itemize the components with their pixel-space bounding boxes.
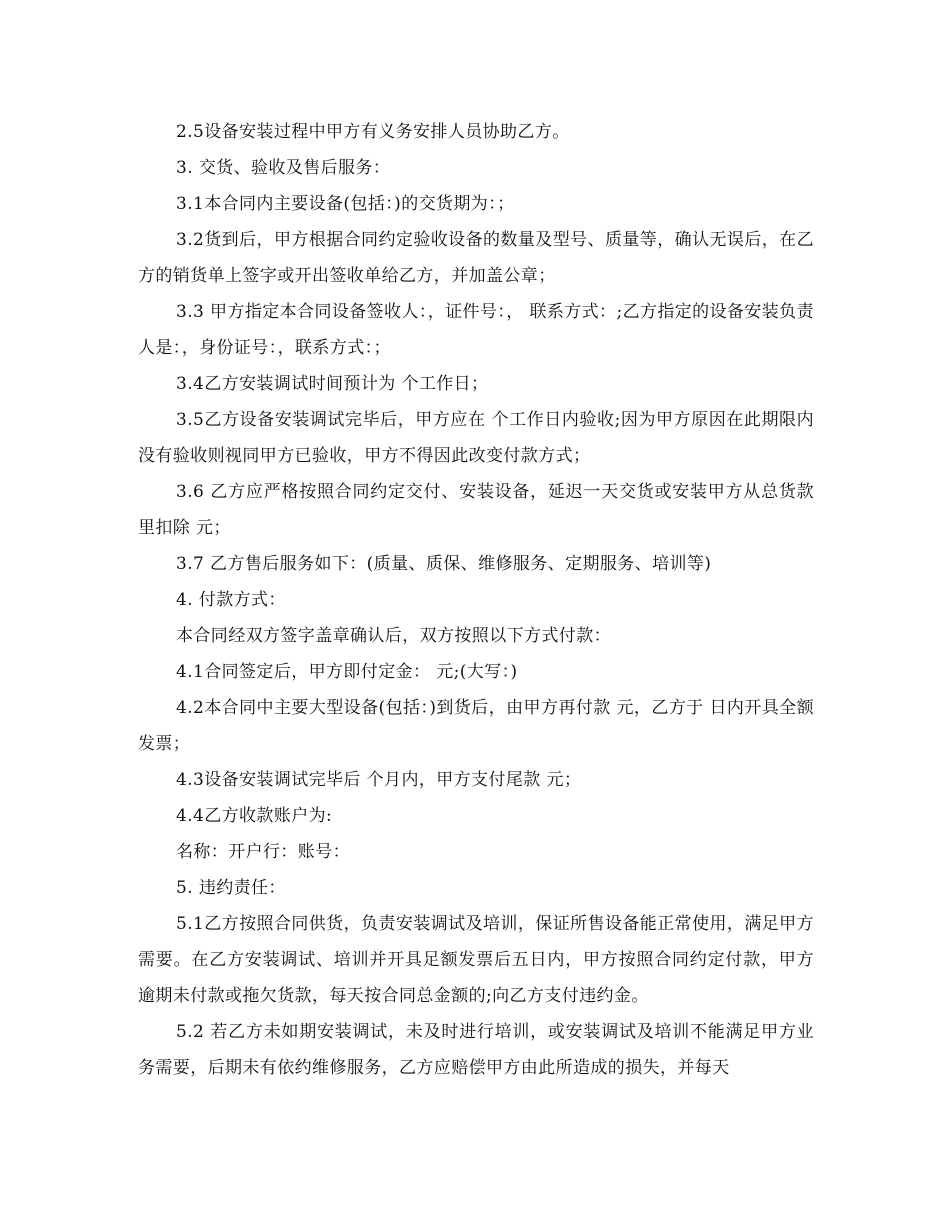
section-5-heading: 5. 违约责任： [176, 878, 286, 898]
clause-5-2: 5.2 若乙方未如期安装调试，未及时进行培训，或安装调试及培训不能满足甲方业务需要，后期未有依约维修服务，乙方应赔偿甲方由此所造成的损失，并每天 [138, 1022, 814, 1078]
clause-3-6: 3.6 乙方应严格按照合同约定交付、安装设备，延迟一天交货或安装甲方从总货款里扣除 元； [138, 482, 814, 538]
document-body [138, 114, 814, 1086]
clause-5-1: 5.1乙方按照合同供货，负责安装调试及培训，保证所售设备能正常使用，满足甲方需要。在乙方安装调试、培训并开具足额发票后五日内，甲方按照合同约定付款，甲方逾期未付款或拖欠货款，每天按合同总金额的;向乙方支付违约金。 [138, 914, 814, 1006]
clause-4-1: 4.1合同签定后，甲方即付定金： 元;(大写：) [176, 662, 518, 682]
account-details: 名称：开户行：账号： [176, 842, 350, 862]
section-4-heading: 4. 付款方式： [176, 590, 286, 610]
clause-3-1: 3.1本合同内主要设备(包括：)的交货期为：； [176, 194, 515, 214]
clause-3-3: 3.3 甲方指定本合同设备签收人：，证件号：， 联系方式：;乙方指定的设备安装负责人是：，身份证号：，联系方式：； [138, 302, 814, 358]
clause-4-4: 4.4乙方收款账户为: [176, 806, 333, 826]
clause-2-5: 2.5设备安装过程中甲方有义务安排人员协助乙方。 [176, 122, 570, 142]
clause-3-7: 3.7 乙方售后服务如下：(质量、质保、维修服务、定期服务、培训等) [176, 554, 712, 574]
clause-4-3: 4.3设备安装调试完毕后 个月内，甲方支付尾款 元； [176, 770, 582, 790]
clause-4-2: 4.2本合同中主要大型设备(包括：)到货后，由甲方再付款 元，乙方于 日内开具全额发票； [138, 698, 814, 754]
section-3-heading: 3. 交货、验收及售后服务： [176, 158, 391, 178]
payment-intro: 本合同经双方签字盖章确认后，双方按照以下方式付款： [176, 626, 611, 646]
clause-3-4: 3.4乙方安装调试时间预计为 个工作日； [176, 374, 489, 394]
clause-3-5: 3.5乙方设备安装调试完毕后，甲方应在 个工作日内验收;因为甲方原因在此期限内没有验收则视同甲方已验收，甲方不得因此改变付款方式； [138, 410, 814, 466]
clause-3-2: 3.2货到后，甲方根据合同约定验收设备的数量及型号、质量等，确认无误后，在乙方的销货单上签字或开出签收单给乙方，并加盖公章； [138, 230, 814, 286]
